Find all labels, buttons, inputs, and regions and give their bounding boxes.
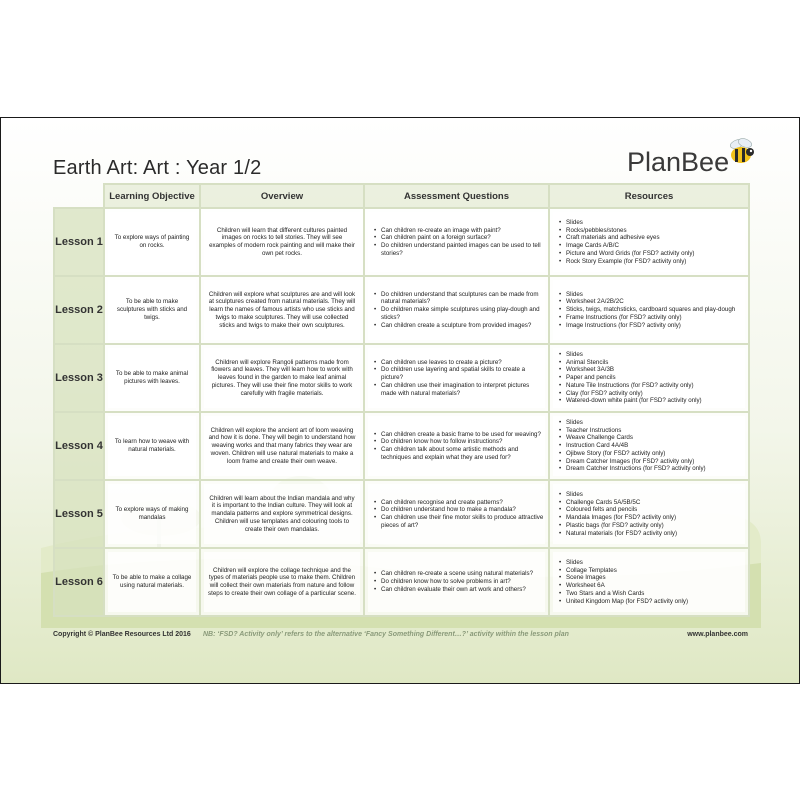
- fsd-note: NB: ‘FSD? Activity only’ refers to the alternative ‘Fancy Something Different…?’ activity within the lesson plan: [203, 631, 569, 638]
- header-overview: Overview: [200, 184, 364, 208]
- overview: Children will learn that different cultures painted images on rocks to tell stories. They will see examples of modern rock painting and will make their own pet rocks.: [204, 212, 360, 272]
- list-item: • Can children recognise and create patterns?: [376, 499, 545, 507]
- list-item: • Can children re-create an image with paint?: [376, 227, 545, 235]
- learning-objective: To explore ways of making mandalas: [108, 484, 196, 544]
- learning-objective: To be able to make sculptures with sticks and twigs.: [108, 280, 196, 340]
- list-item: • Craft materials and adhesive eyes: [561, 234, 745, 242]
- list-item: • Dream Catcher Images (for FSD? activity only): [561, 458, 745, 466]
- assessment-questions: [368, 212, 545, 272]
- overview: Children will explore what sculptures are and will look at sculptures created from natural materials. They will learn the names of famous artists who use sticks and twigs to make sculptures. They will use collected sticks and twigs to make their own sculptures.: [204, 280, 360, 340]
- lesson-table: [53, 183, 750, 617]
- list-item: • Two Stars and a Wish Cards: [561, 590, 745, 598]
- list-item: • Plastic bags (for FSD? activity only): [561, 522, 745, 530]
- list-item: • Sticks, twigs, matchsticks, cardboard squares and play-dough: [561, 306, 745, 314]
- list-item: • Mandala Images (for FSD? activity only): [561, 514, 745, 522]
- overview: Children will explore Rangoli patterns made from flowers and leaves. They will learn how to work with leaves found in the garden to make leaf animal pictures. They will use their fine motor skills to work carefully with fragile materials.: [204, 348, 360, 408]
- list-item: • Dream Catcher Instructions (for FSD? activity only): [561, 465, 745, 473]
- list-item: • Image Instructions (for FSD? activity only): [561, 322, 745, 330]
- assessment-questions: [368, 348, 545, 408]
- list-item: • Slides: [561, 219, 745, 227]
- assessment-questions: [368, 484, 545, 544]
- list-item: • Rocks/pebbles/stones: [561, 227, 745, 235]
- list-item: • Natural materials (for FSD? activity only): [561, 530, 745, 538]
- resources: [553, 280, 745, 340]
- list-item: • Image Cards A/B/C: [561, 242, 745, 250]
- list-item: • Do children use layering and spatial skills to create a picture?: [376, 366, 545, 382]
- list-item: • Slides: [561, 419, 745, 427]
- resources: [553, 416, 745, 476]
- list-item: • Do children know how to solve problems in art?: [376, 578, 545, 586]
- list-item: • Can children use leaves to create a picture?: [376, 359, 545, 367]
- overview: Children will explore the ancient art of loom weaving and how it is done. They will begin to understand how weaving works and that many fabrics they wear are woven. Children will use natural materials to make a loom frame and create their own weave.: [204, 416, 360, 476]
- assessment-questions: [368, 416, 545, 476]
- list-item: • Clay (for FSD? activity only): [561, 390, 745, 398]
- list-item: • Do children understand that sculptures can be made from natural materials?: [376, 291, 545, 307]
- list-item: • Worksheet 2A/2B/2C: [561, 298, 745, 306]
- resources: [553, 348, 745, 408]
- list-item: • Can children create a basic frame to be used for weaving?: [376, 431, 545, 439]
- header-assessment-questions: Assessment Questions: [364, 184, 549, 208]
- list-item: • United Kingdom Map (for FSD? activity only): [561, 598, 745, 606]
- list-item: • Teacher Instructions: [561, 427, 745, 435]
- table-row: [54, 208, 749, 276]
- table-row: [54, 480, 749, 548]
- learning-objective: To learn how to weave with natural materials.: [108, 416, 196, 476]
- lesson-label: Lesson 1: [54, 208, 104, 276]
- table-row: [54, 548, 749, 616]
- list-item: • Can children talk about some artistic methods and techniques and explain what they are used for?: [376, 446, 545, 462]
- list-item: • Collage Templates: [561, 567, 745, 575]
- assessment-questions: [368, 552, 545, 612]
- header-resources: Resources: [549, 184, 749, 208]
- list-item: • Do children understand how to make a mandala?: [376, 506, 545, 514]
- list-item: • Can children use their fine motor skills to produce attractive pieces of art?: [376, 514, 545, 530]
- list-item: • Can children use their imagination to interpret pictures made with natural materials?: [376, 382, 545, 398]
- table-header-row: [54, 184, 749, 208]
- website-url: www.planbee.com: [687, 631, 748, 638]
- copyright-text: Copyright © PlanBee Resources Ltd 2016: [53, 631, 191, 638]
- list-item: • Coloured felts and pencils: [561, 506, 745, 514]
- lesson-label: Lesson 6: [54, 548, 104, 616]
- assessment-questions: [368, 280, 545, 340]
- list-item: • Picture and Word Grids (for FSD? activity only): [561, 250, 745, 258]
- list-item: • Paper and pencils: [561, 374, 745, 382]
- list-item: • Nature Tile Instructions (for FSD? activity only): [561, 382, 745, 390]
- list-item: • Slides: [561, 291, 745, 299]
- lesson-label: Lesson 3: [54, 344, 104, 412]
- list-item: • Scene Images: [561, 574, 745, 582]
- header-learning-objective: Learning Objective: [104, 184, 200, 208]
- learning-objective: To be able to make a collage using natural materials.: [108, 552, 196, 612]
- learning-objective: To be able to make animal pictures with leaves.: [108, 348, 196, 408]
- list-item: • Can children evaluate their own art work and others?: [376, 586, 545, 594]
- list-item: • Frame Instructions (for FSD? activity only): [561, 314, 745, 322]
- list-item: • Rock Story Example (for FSD? activity only): [561, 258, 745, 266]
- list-item: • Do children understand painted images can be used to tell stories?: [376, 242, 545, 258]
- list-item: • Weave Challenge Cards: [561, 434, 745, 442]
- list-item: • Can children create a sculpture from provided images?: [376, 322, 545, 330]
- lesson-plan-sheet: [0, 117, 800, 684]
- list-item: • Do children make simple sculptures using play-dough and sticks?: [376, 306, 545, 322]
- header-corner: [54, 184, 104, 208]
- list-item: • Animal Stencils: [561, 359, 745, 367]
- resources: [553, 212, 745, 272]
- resources: [553, 484, 745, 544]
- list-item: • Worksheet 6A: [561, 582, 745, 590]
- list-item: • Challenge Cards 5A/5B/5C: [561, 499, 745, 507]
- resources: [553, 552, 745, 612]
- page-title: Earth Art: Art : Year 1/2: [53, 157, 262, 179]
- overview: Children will learn about the Indian mandala and why it is important to the Indian culture. They will look at mandala patterns and explore symmetrical designs. Children will use templates and colouring tools to create their own mandalas.: [204, 484, 360, 544]
- list-item: • Can children re-create a scene using natural materials?: [376, 570, 545, 578]
- list-item: • Watered-down white paint (for FSD? activity only): [561, 397, 745, 405]
- overview: Children will explore the collage technique and the types of materials people use to make them. Children will collect their own materials from nature and follow steps to create their own collage of a particular scene.: [204, 552, 360, 612]
- list-item: • Can children paint on a foreign surface?: [376, 234, 545, 242]
- list-item: • Do children know how to follow instructions?: [376, 438, 545, 446]
- table-row: [54, 276, 749, 344]
- lesson-label: Lesson 2: [54, 276, 104, 344]
- list-item: • Slides: [561, 491, 745, 499]
- planbee-logo: PlanBee: [627, 147, 730, 177]
- list-item: • Worksheet 3A/3B: [561, 366, 745, 374]
- learning-objective: To explore ways of painting on rocks.: [108, 212, 196, 272]
- table-row: [54, 412, 749, 480]
- lesson-label: Lesson 4: [54, 412, 104, 480]
- lesson-label: Lesson 5: [54, 480, 104, 548]
- bee-icon: [723, 134, 759, 170]
- list-item: • Instruction Card 4A/4B: [561, 442, 745, 450]
- table-row: [54, 344, 749, 412]
- list-item: • Ojibwe Story (for FSD? activity only): [561, 450, 745, 458]
- list-item: • Slides: [561, 559, 745, 567]
- list-item: • Slides: [561, 351, 745, 359]
